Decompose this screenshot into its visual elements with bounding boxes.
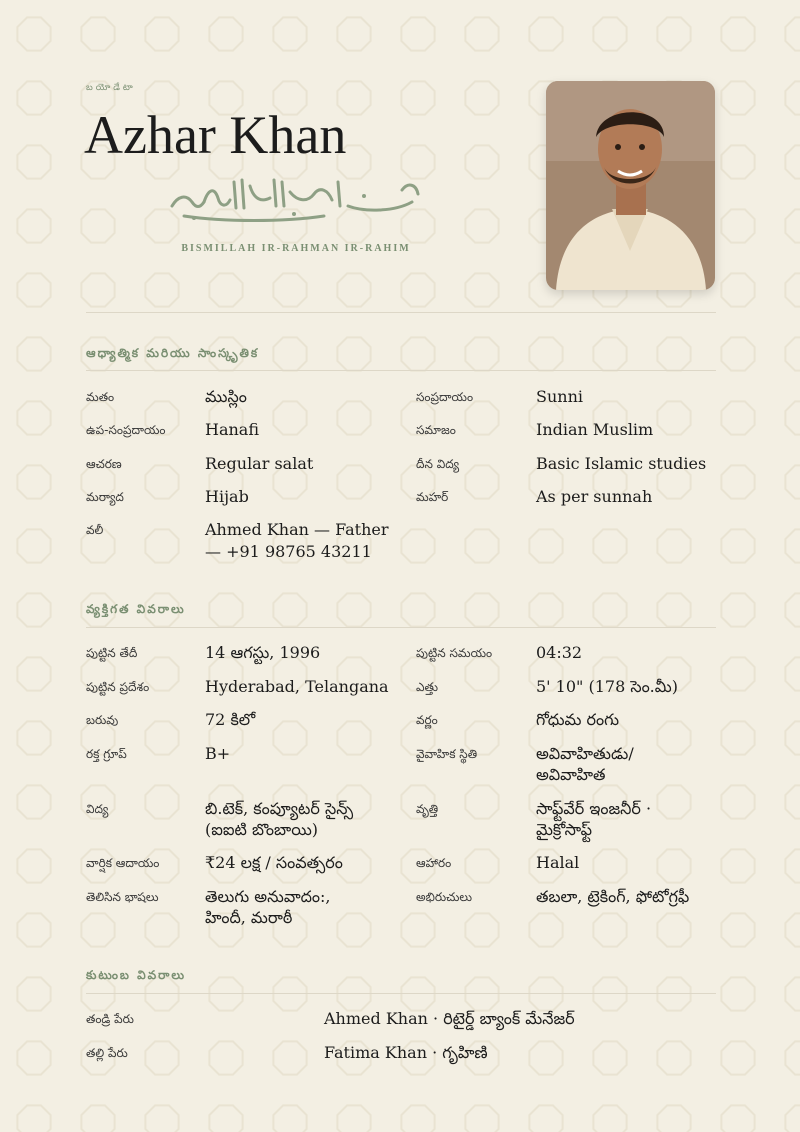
field-label-mahr: మహర్ [416, 490, 449, 504]
field-label-income: వార్షిక ఆదాయం [86, 856, 160, 870]
field-value-birth-place: Hyderabad, Telangana [205, 677, 389, 696]
field-value-dob: 14 ఆగస్టు, 1996 [205, 643, 321, 662]
field-value-community: Indian Muslim [536, 420, 654, 439]
section-title-personal: వ్యక్తిగత వివరాలు [86, 602, 186, 616]
field-value-practice: Regular salat [205, 454, 314, 473]
field-label-occupation: వృత్తి [416, 802, 439, 816]
field-label-weight: బరువు [86, 713, 119, 727]
field-label-practice: ఆచరణ [86, 457, 122, 471]
field-label-modesty: మర్యాద [86, 490, 124, 504]
field-label-community: సమాజం [416, 423, 456, 437]
person-name: Azhar Khan [84, 105, 347, 165]
field-value-birth-time: 04:32 [536, 643, 583, 662]
field-value-occupation-line1: సాఫ్ట్‌వేర్ ఇంజనీర్ · [536, 799, 652, 818]
field-value-blood-group: B+ [205, 744, 231, 763]
field-value-wali-line1: Ahmed Khan — Father [205, 520, 389, 539]
field-value-religion: ముస్లిం [205, 387, 247, 406]
field-value-languages-line2: హిందీ, మరాఠీ [205, 908, 293, 927]
field-label-birth-place: పుట్టిన ప్రదేశం [86, 680, 150, 694]
section-title-spiritual: ఆధ్యాత్మిక మరియు సాంస్కృతిక [86, 346, 260, 360]
field-value-religious-education: Basic Islamic studies [536, 454, 707, 473]
field-label-sub-sect: ఉప-సంప్రదాయం [86, 423, 166, 437]
section-divider [86, 627, 716, 628]
field-label-blood-group: రక్త గ్రూప్ [86, 747, 127, 761]
field-value-hobbies: తబలా, ట్రెకింగ్, ఫోటోగ్రఫీ [536, 887, 690, 906]
field-label-sect: సంప్రదాయం [416, 390, 474, 404]
field-label-languages: తెలిసిన భాషలు [86, 890, 159, 904]
field-value-occupation-line2: మైక్రోసాఫ్ట్ [536, 820, 593, 839]
field-value-wali-line2: — +91 98765 43211 [205, 542, 372, 561]
field-value-mahr: As per sunnah [536, 487, 653, 506]
field-value-marital-status-line2: అవివాహిత [536, 765, 606, 784]
section-title-family: కుటుంబ వివరాలు [86, 968, 187, 982]
field-label-religion: మతం [86, 390, 115, 404]
field-value-weight: 72 కిలో [205, 710, 256, 729]
field-value-education-line2: (ఐఐటి బొంబాయి) [205, 820, 319, 839]
field-value-diet: Halal [536, 853, 580, 872]
field-label-marital-status: వైవాహిక స్థితి [416, 747, 478, 761]
field-value-father-name: Ahmed Khan · రిటైర్డ్ బ్యాంక్ మేనేజర్ [324, 1009, 575, 1028]
field-label-mother-name: తల్లి పేరు [86, 1046, 128, 1060]
field-label-complexion: వర్ణం [416, 713, 438, 727]
header-divider [86, 312, 716, 313]
field-label-dob: పుట్టిన తేదీ [86, 646, 138, 660]
field-label-height: ఎత్తు [416, 680, 439, 694]
profile-photo [546, 81, 715, 290]
bismillah-caption: BISMILLAH IR-RAHMAN IR-RAHIM [181, 243, 411, 254]
section-divider [86, 993, 716, 994]
field-value-languages-line1: తెలుగు అనువాదం:, [205, 887, 331, 906]
field-label-father-name: తండ్రి పేరు [86, 1012, 134, 1026]
field-value-sub-sect: Hanafi [205, 420, 260, 439]
field-value-marital-status-line1: అవివాహితుడు/ [536, 744, 634, 763]
field-value-education-line1: బి.టెక్, కంప్యూటర్ సైన్స్ [205, 799, 354, 818]
field-value-complexion: గోధుమ రంగు [536, 710, 620, 729]
field-label-hobbies: అభిరుచులు [416, 890, 473, 904]
section-divider [86, 370, 716, 371]
field-label-wali: వలీ [86, 523, 104, 537]
field-value-income: ₹24 లక్ష / సంవత్సరం [205, 853, 343, 872]
field-label-diet: ఆహారం [416, 856, 452, 870]
field-label-education: విద్య [86, 802, 109, 816]
field-value-sect: Sunni [536, 387, 583, 406]
field-value-mother-name: Fatima Khan · గృహిణి [324, 1043, 488, 1062]
field-label-birth-time: పుట్టిన సమయం [416, 646, 493, 660]
document-label: బయోడేటా [86, 83, 136, 93]
field-label-religious-education: దీన విద్య [416, 457, 460, 471]
field-value-modesty: Hijab [205, 487, 249, 506]
bismillah-calligraphy [164, 172, 428, 230]
field-value-height: 5' 10" (178 సెం.మీ) [536, 677, 678, 696]
